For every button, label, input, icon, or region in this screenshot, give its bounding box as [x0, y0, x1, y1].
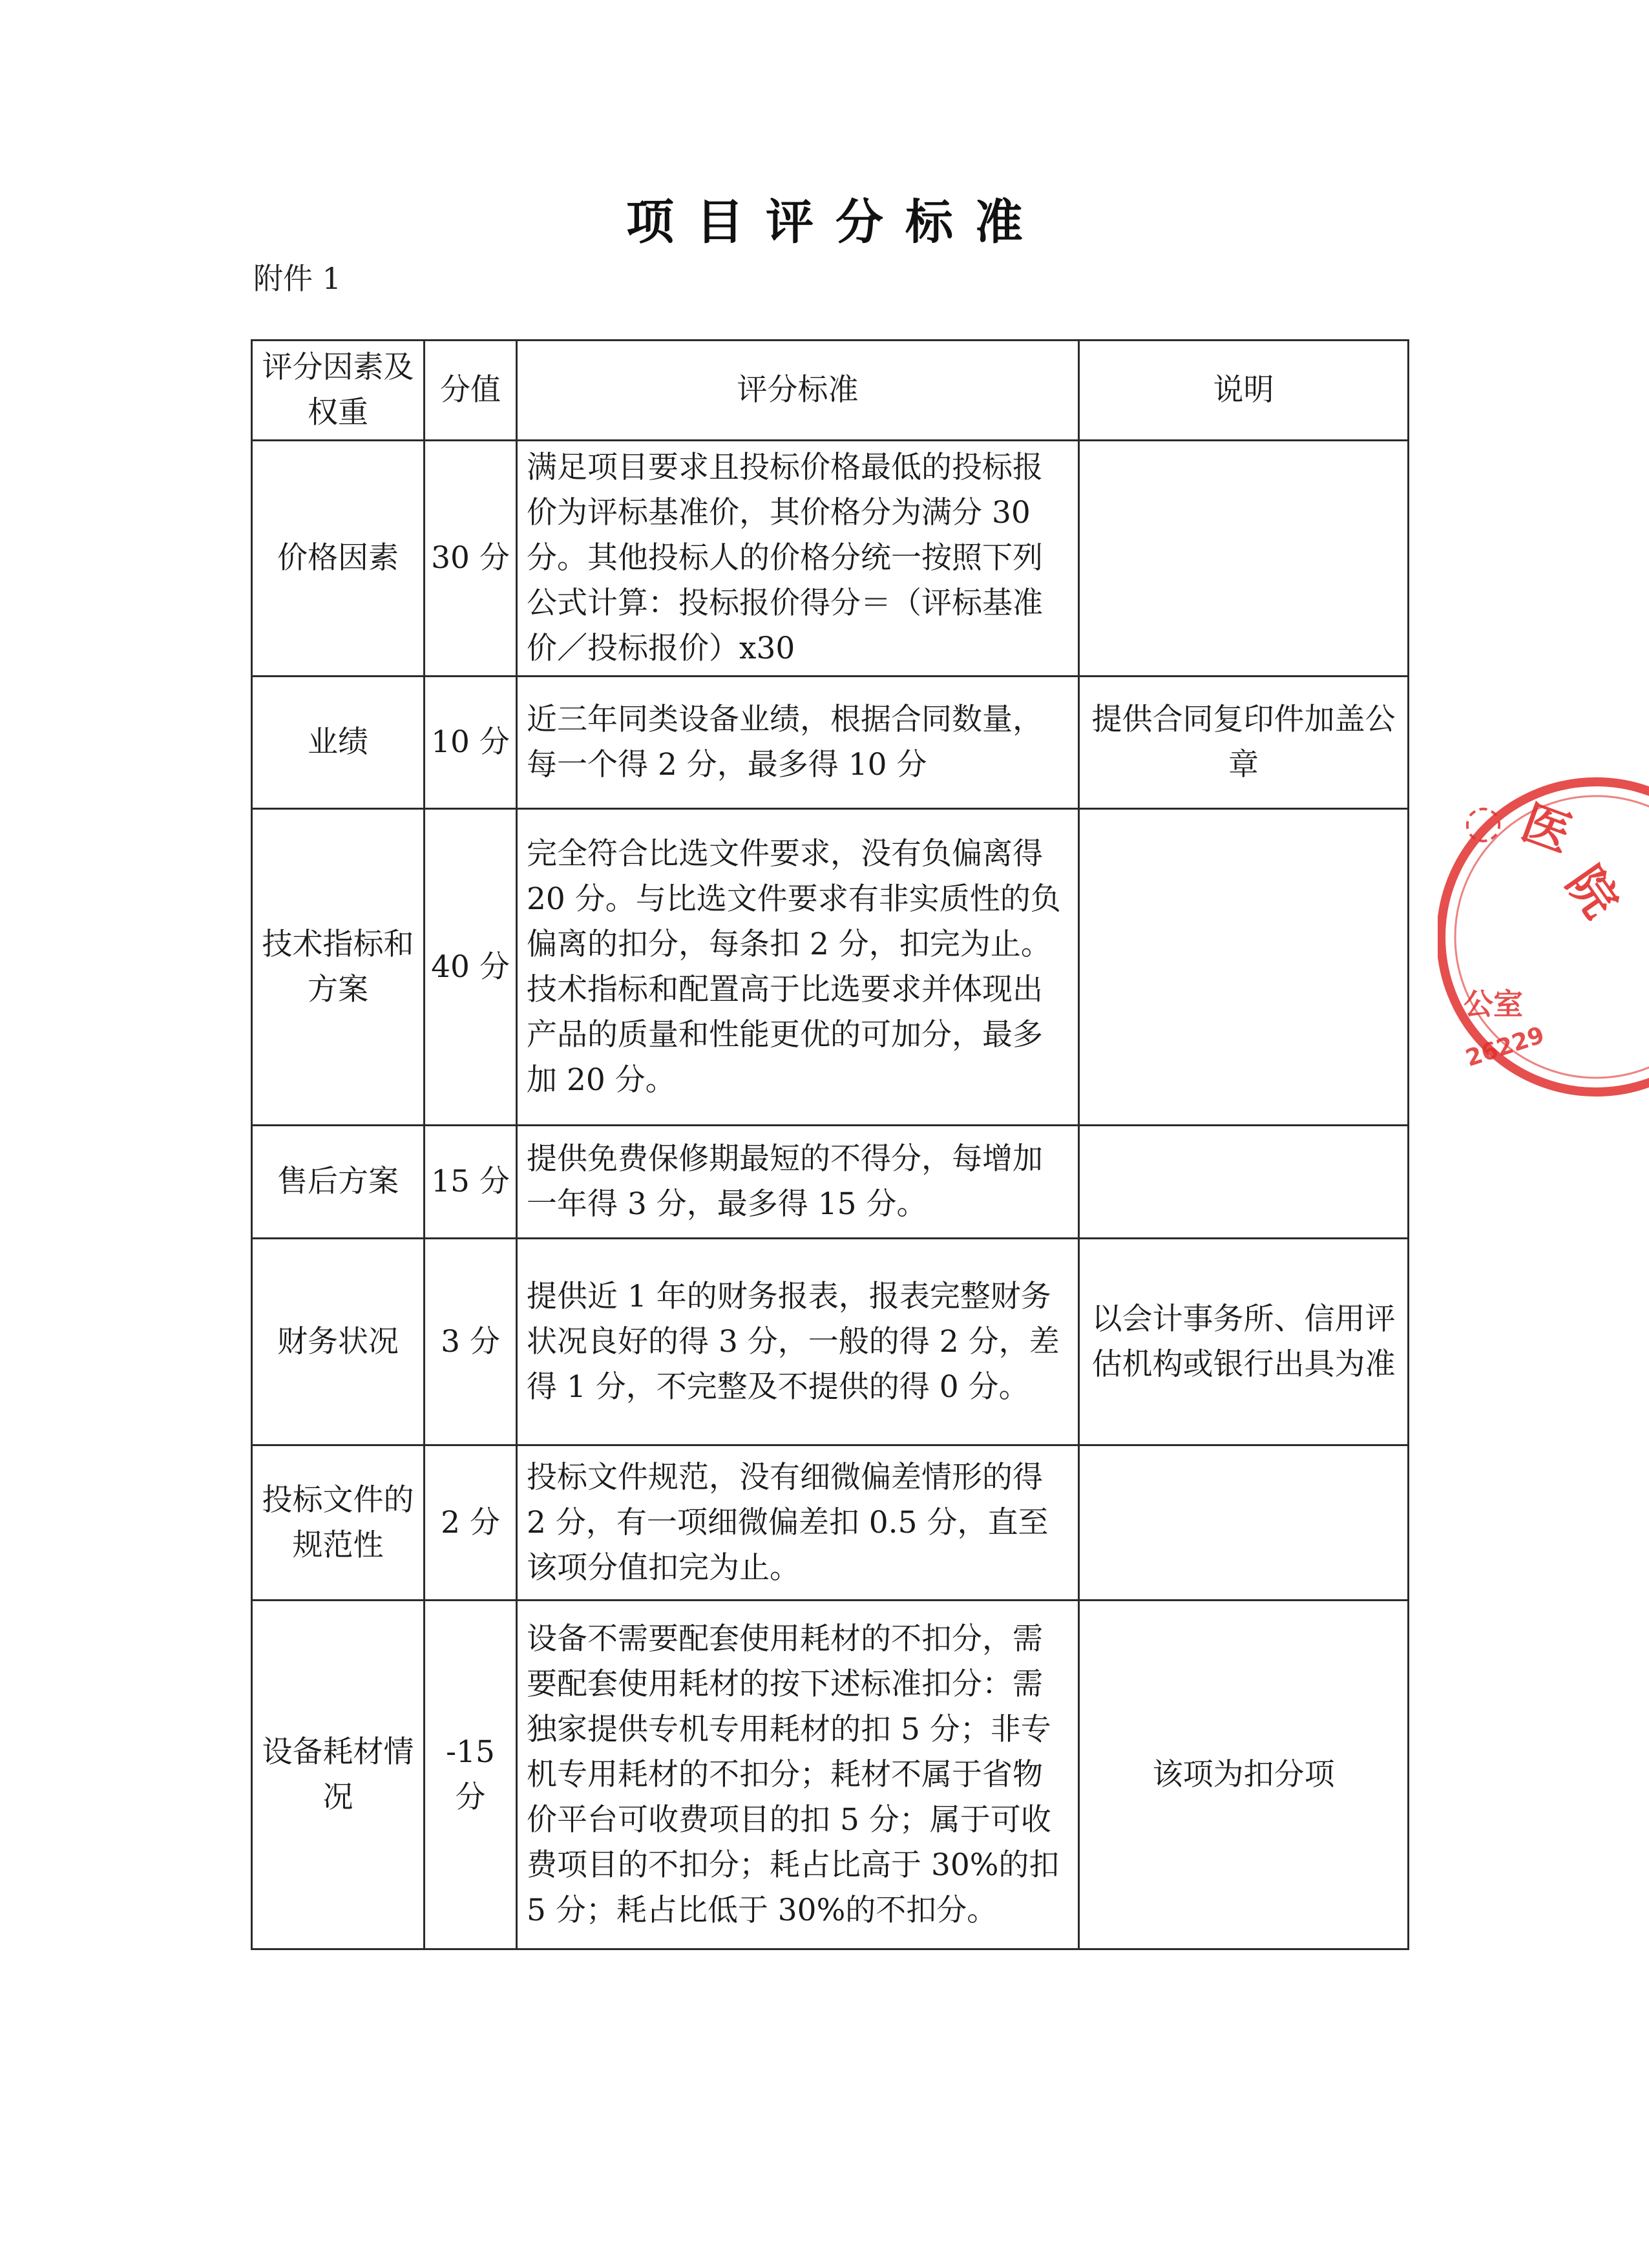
- table-row: [252, 809, 1409, 1126]
- header-remark: 说明: [1079, 341, 1409, 441]
- table-row: [252, 677, 1409, 809]
- row-score: -15 分: [425, 1601, 517, 1949]
- row-score: 10 分: [425, 677, 517, 809]
- row-remark: [1079, 809, 1409, 1126]
- row-criteria: 满足项目要求且投标价格最低的投标报价为评标基准价，其价格分为满分 30 分。其他投标人的价格分统一按照下列公式计算：投标报价得分＝（评标基准价／投标报价）x30: [517, 441, 1079, 677]
- svg-text:院: 院: [1555, 856, 1629, 928]
- table-row: [252, 1239, 1409, 1445]
- row-remark: [1079, 1126, 1409, 1239]
- row-score: 15 分: [425, 1126, 517, 1239]
- svg-text:◌: ◌: [1464, 794, 1504, 848]
- svg-text:公室: 公室: [1464, 987, 1523, 1022]
- scoring-table: [251, 339, 1409, 1950]
- table-header-row: [252, 341, 1409, 441]
- attachment-label: 附件 1: [253, 261, 341, 296]
- row-criteria: 提供免费保修期最短的不得分，每增加一年得 3 分，最多得 15 分。: [517, 1126, 1079, 1239]
- row-criteria: 完全符合比选文件要求，没有负偏离得 20 分。与比选文件要求有非实质性的负偏离的扣分，每条扣 2 分，扣完为止。技术指标和配置高于比选要求并体现出产品的质量和性能更优的可加分，最多加 20 分。: [517, 809, 1079, 1126]
- table-row: [252, 1601, 1409, 1949]
- page-title: 项目评分标准: [626, 194, 1045, 250]
- header-factor: 评分因素及权重: [252, 341, 425, 441]
- header-score: 分值: [425, 341, 517, 441]
- row-criteria: 投标文件规范，没有细微偏差情形的得 2 分，有一项细微偏差扣 0.5 分，直至该项分值扣完为止。: [517, 1445, 1079, 1601]
- row-factor: 技术指标和方案: [252, 809, 425, 1126]
- row-remark: 提供合同复印件加盖公章: [1079, 677, 1409, 809]
- row-factor: 设备耗材情况: [252, 1601, 425, 1949]
- table-row: [252, 1126, 1409, 1239]
- seal-icon: [1438, 766, 1649, 1108]
- row-remark: 该项为扣分项: [1079, 1601, 1409, 1949]
- row-factor: 价格因素: [252, 441, 425, 677]
- official-seal-stamp: [1438, 766, 1649, 1108]
- table-row: [252, 1445, 1409, 1601]
- row-factor: 售后方案: [252, 1126, 425, 1239]
- svg-text:26229: 26229: [1462, 1022, 1548, 1073]
- row-score: 40 分: [425, 809, 517, 1126]
- row-factor: 业绩: [252, 677, 425, 809]
- row-score: 3 分: [425, 1239, 517, 1445]
- table-row: [252, 441, 1409, 677]
- row-score: 2 分: [425, 1445, 517, 1601]
- header-criteria: 评分标准: [517, 341, 1079, 441]
- row-criteria: 提供近 1 年的财务报表，报表完整财务状况良好的得 3 分，一般的得 2 分，差得 1 分，不完整及不提供的得 0 分。: [517, 1239, 1079, 1445]
- svg-text:医: 医: [1514, 794, 1579, 863]
- row-remark: 以会计事务所、信用评估机构或银行出具为准: [1079, 1239, 1409, 1445]
- row-factor: 财务状况: [252, 1239, 425, 1445]
- row-remark: [1079, 1445, 1409, 1601]
- row-score: 30 分: [425, 441, 517, 677]
- row-criteria: 设备不需要配套使用耗材的不扣分，需要配套使用耗材的按下述标准扣分：需独家提供专机专用耗材的扣 5 分；非专机专用耗材的不扣分；耗材不属于省物价平台可收费项目的扣 5 分；属于可收费项目的不扣分；耗占比高于 30%的扣 5 分；耗占比低于 30%的不扣分。: [517, 1601, 1079, 1949]
- row-factor: 投标文件的规范性: [252, 1445, 425, 1601]
- row-remark: [1079, 441, 1409, 677]
- row-criteria: 近三年同类设备业绩，根据合同数量，每一个得 2 分，最多得 10 分: [517, 677, 1079, 809]
